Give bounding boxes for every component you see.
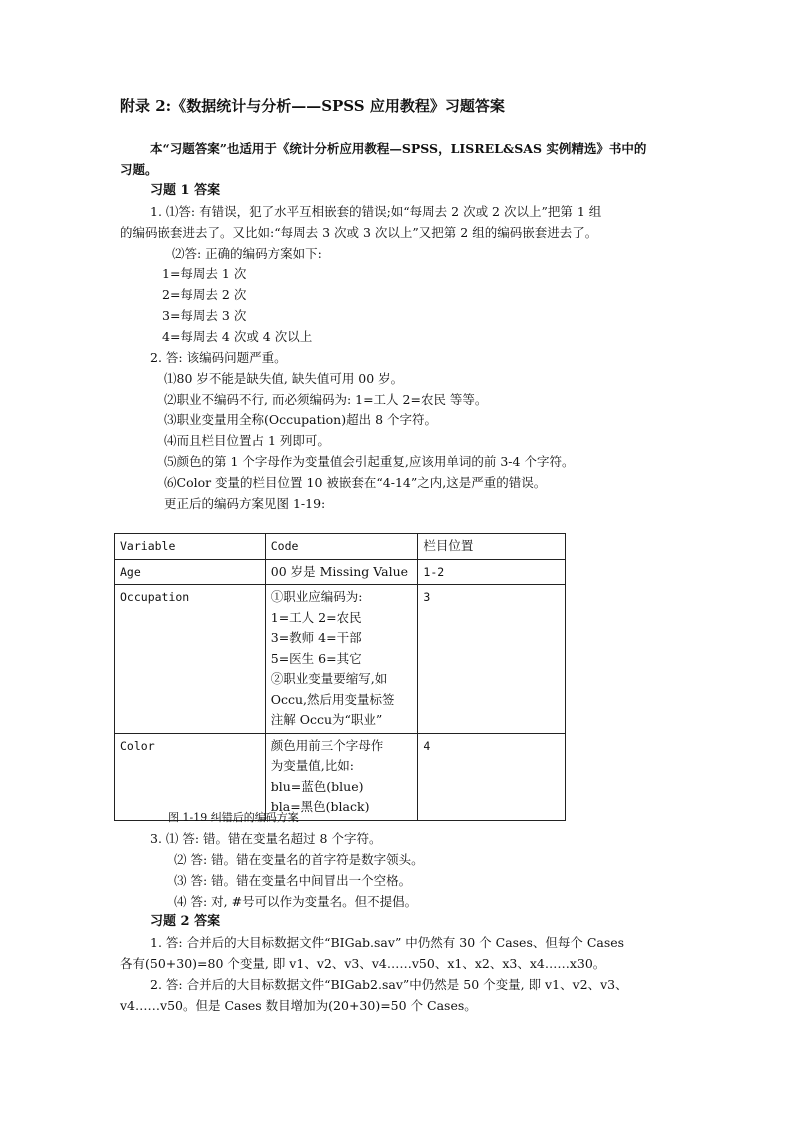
code-line: ①职业应编码为: — [270, 589, 363, 604]
code-line: 3=教师 4=干部 — [270, 630, 362, 645]
ex2-heading: 习题 2 答案 — [150, 914, 221, 929]
code-line: 1=工人 2=农民 — [270, 609, 362, 625]
table-row — [115, 733, 566, 820]
table-header-code: Code — [265, 534, 418, 560]
ex1-line: ⑵职业不编码不行, 而必须编码为: 1=工人 2=农民 等等。 — [164, 392, 488, 407]
code-line: 颜色用前三个字母作 — [270, 737, 384, 753]
code-line: bla=黑色(black) — [270, 799, 370, 814]
code-line: 00 岁是 Missing Value — [270, 563, 409, 579]
ex1-line: 4=每周去 4 次或 4 次以上 — [162, 329, 313, 344]
ex1-line: ⑹Color 变量的栏目位置 10 被嵌套在“4-14”之内,这是严重的错误。 — [164, 475, 547, 490]
ex2-line: 2. 答: 合并后的大目标数据文件“BIGab2.sav”中仍然是 50 个变量, 即 v1、v2、v3、 — [150, 977, 628, 992]
table-cell-code — [265, 559, 418, 585]
intro-line-1: 本“习题答案”也适用于《统计分析应用教程—SPSS，LISREL&SAS 实例精选》书中的 — [150, 141, 647, 156]
ex1b-line: ⑷ 答: 对, #号可以作为变量名。但不提倡。 — [174, 894, 418, 909]
code-line: 5=医生 6=其它 — [270, 650, 362, 666]
intro-line-2: 习题。 — [120, 162, 158, 177]
table-cell-position: 3 — [418, 585, 566, 734]
ex2-line: v4……v50。但是 Cases 数目增加为(20+30)=50 个 Cases。 — [120, 998, 477, 1013]
table-cell-variable: Color — [115, 733, 266, 820]
table-cell-position: 1-2 — [418, 559, 566, 585]
table-cell-position: 4 — [418, 733, 566, 820]
ex2-line: 各有(50+30)=80 个变量, 即 v1、v2、v3、v4……v50、x1、x2、x3、x4……x30。 — [120, 956, 606, 971]
ex1b-line: 3. ⑴ 答: 错。错在变量名超过 8 个字符。 — [150, 831, 382, 846]
table-cell-code — [265, 585, 418, 734]
table-row — [115, 559, 566, 585]
ex1b-line: ⑶ 答: 错。错在变量名中间冒出一个空格。 — [174, 873, 412, 888]
table-header-position: 栏目位置 — [418, 534, 566, 560]
table-cell-variable: Occupation — [115, 585, 266, 734]
ex1-line: 1=每周去 1 次 — [162, 266, 247, 281]
table-caption: 图 1-19 纠错后的编码方案 — [168, 811, 299, 824]
ex1-line: ⑶职业变量用全称(Occupation)超出 8 个字符。 — [164, 412, 438, 427]
ex1-line: 的编码嵌套进去了。又比如:“每周去 3 次或 3 次以上”又把第 2 组的编码嵌套进去了。 — [120, 225, 598, 240]
coding-table — [114, 533, 566, 821]
table-cell-code — [265, 733, 418, 820]
code-line: ②职业变量要缩写,如 — [270, 671, 388, 686]
table-header-row — [115, 534, 566, 560]
code-line: blu=蓝色(blue) — [270, 778, 364, 794]
page-title: 附录 2:《数据统计与分析——SPSS 应用教程》习题答案 — [120, 97, 505, 115]
ex1-line: ⑸颜色的第 1 个字母作为变量值会引起重复,应该用单词的前 3-4 个字符。 — [164, 454, 575, 469]
ex1-line: ⑵答: 正确的编码方案如下: — [172, 246, 322, 261]
table-cell-variable: Age — [115, 559, 266, 585]
ex1-line: 3=每周去 3 次 — [162, 308, 247, 323]
ex1-line: 2=每周去 2 次 — [162, 287, 247, 302]
code-line: 为变量值,比如: — [270, 758, 354, 773]
ex1-line: ⑷而且栏目位置占 1 列即可。 — [164, 433, 330, 448]
ex1-heading: 习题 1 答案 — [150, 183, 221, 198]
ex1-line: ⑴80 岁不能是缺失值, 缺失值可用 00 岁。 — [164, 371, 404, 386]
ex2-line: 1. 答: 合并后的大目标数据文件“BIGab.sav” 中仍然有 30 个 Cases、但每个 Cases — [150, 935, 625, 950]
table-row — [115, 585, 566, 734]
ex1-line: 更正后的编码方案见图 1-19: — [164, 496, 326, 511]
ex1b-line: ⑵ 答: 错。错在变量名的首字符是数字领头。 — [174, 852, 424, 867]
ex1-line: 2. 答: 该编码问题严重。 — [150, 350, 287, 365]
ex1-line: 1. ⑴答: 有错误，犯了水平互相嵌套的错误;如“每周去 2 次或 2 次以上”把第 1 组 — [150, 204, 602, 219]
table-header-variable: Variable — [115, 534, 266, 560]
code-line: 注解 Occu为“职业” — [270, 712, 383, 727]
code-line: Occu,然后用变量标签 — [270, 691, 395, 707]
